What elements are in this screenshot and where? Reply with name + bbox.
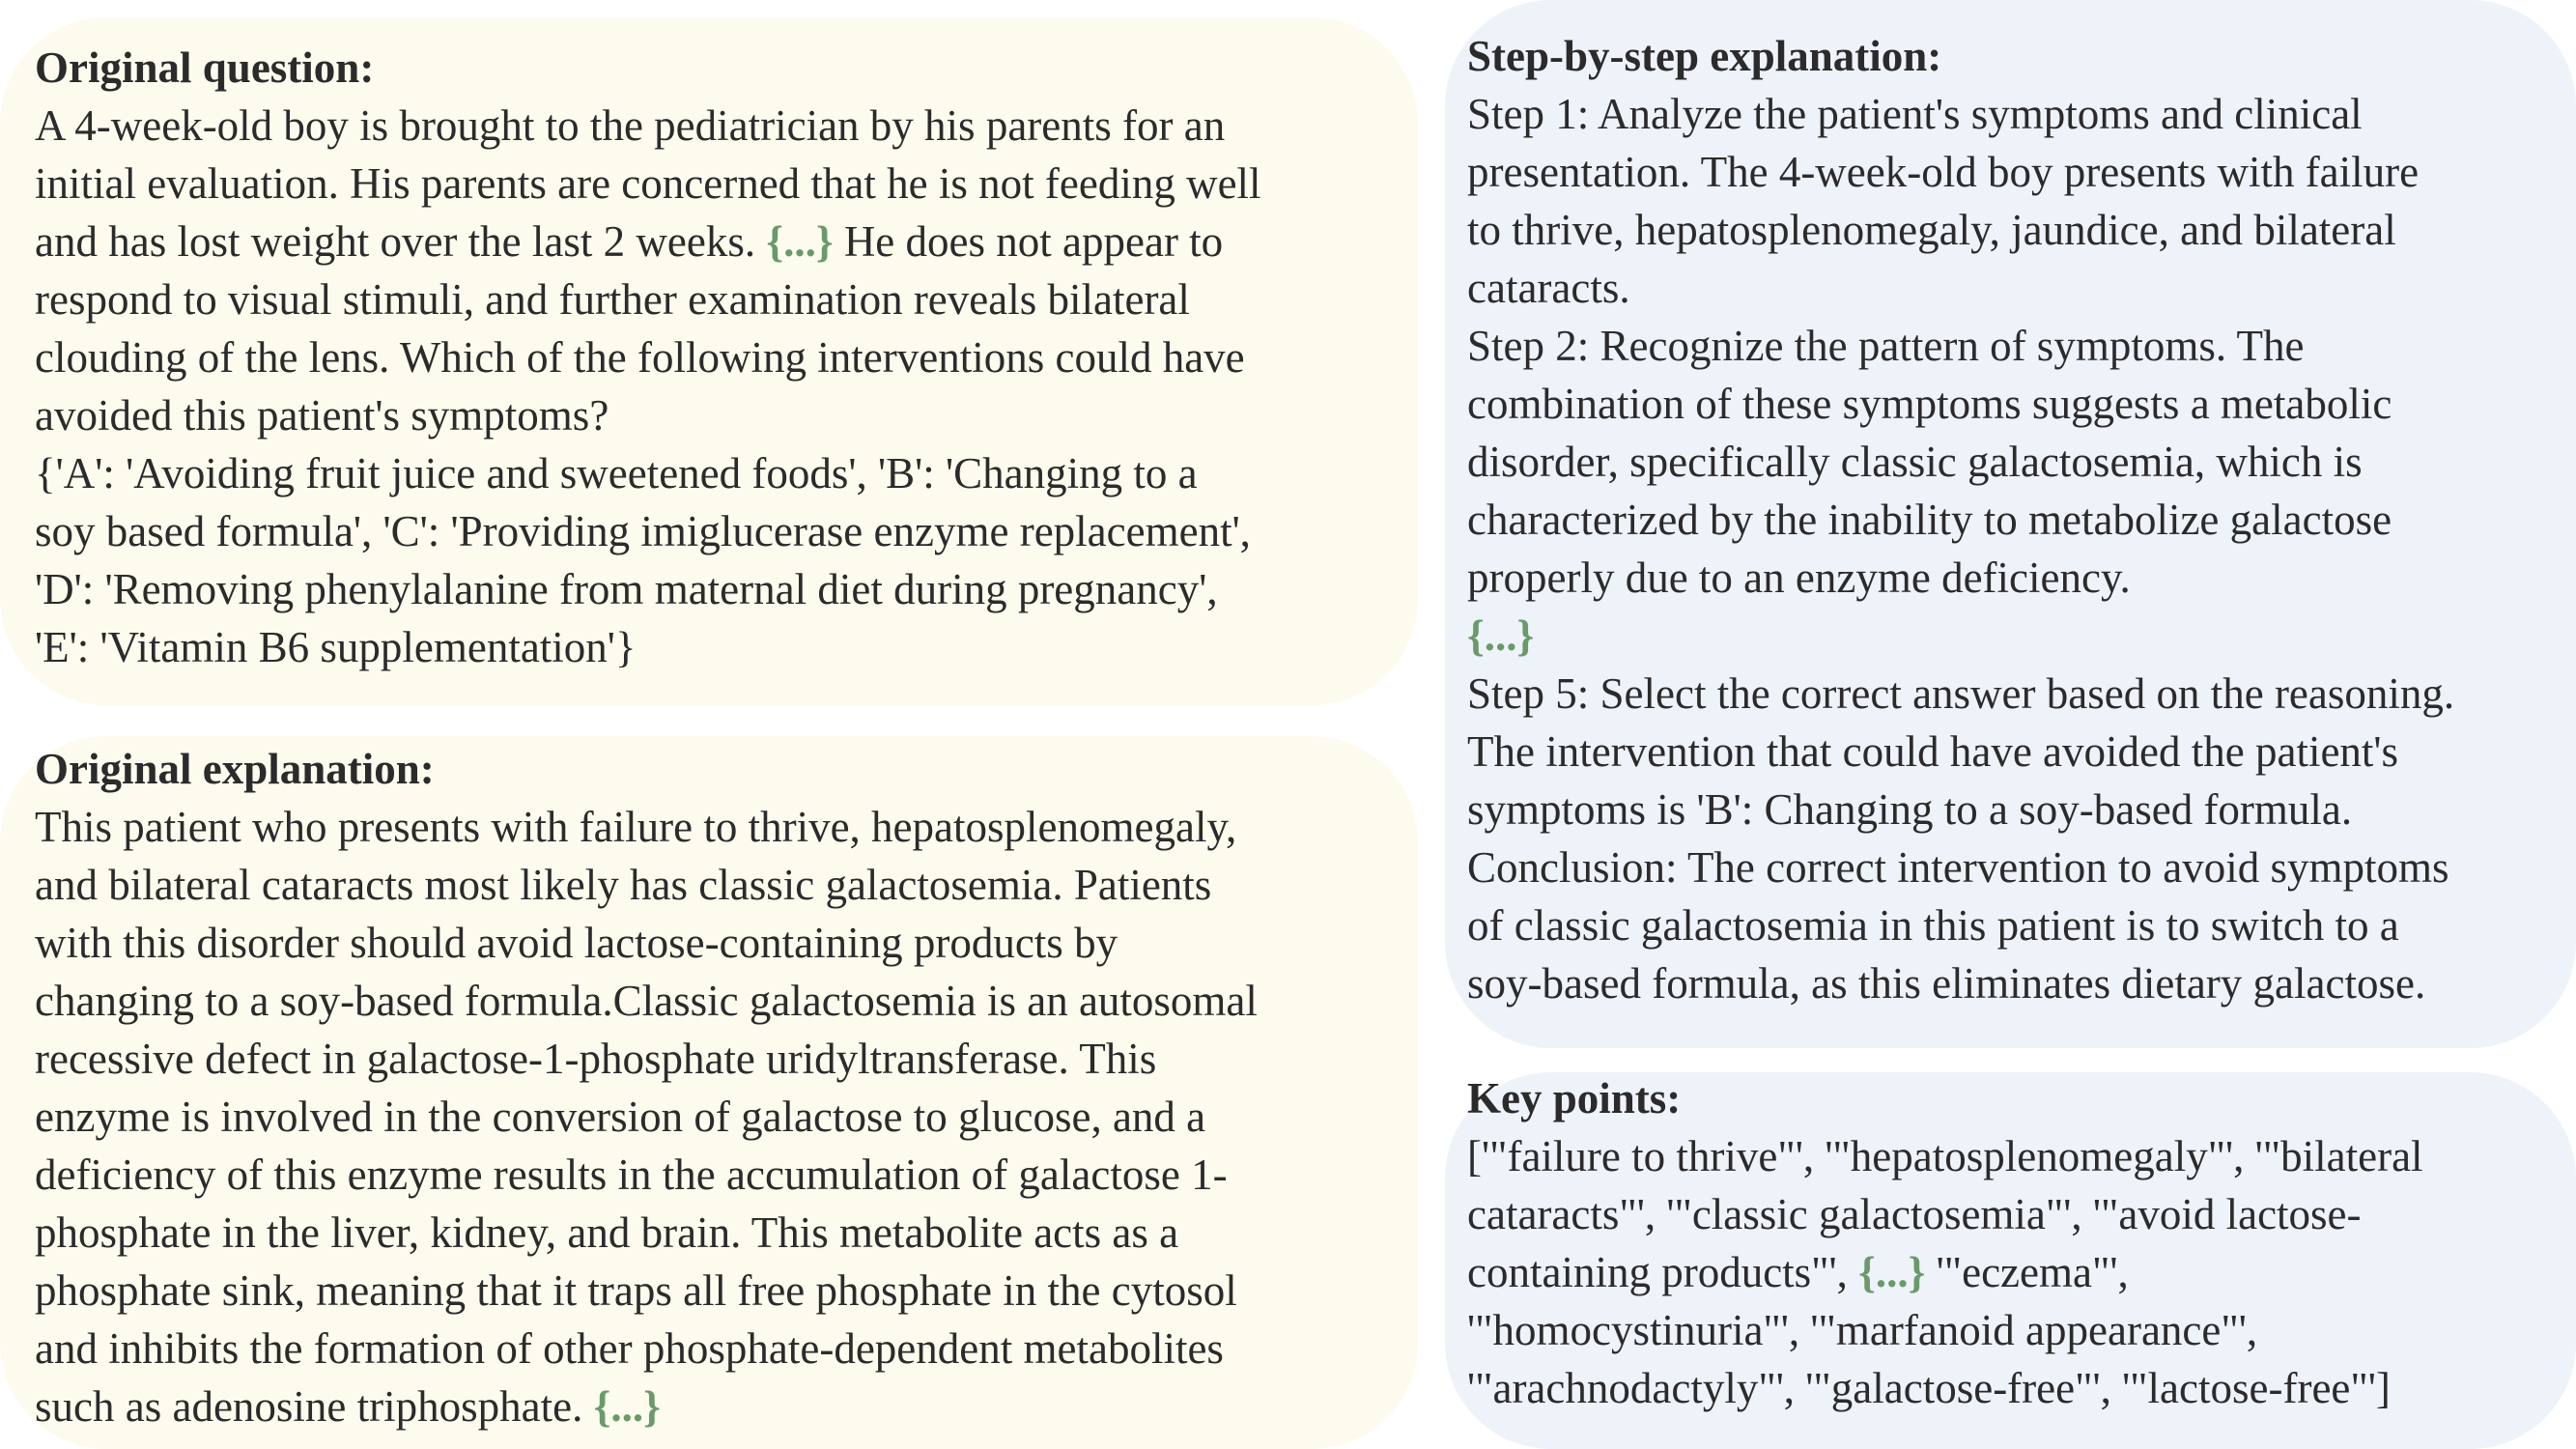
step-line: properly due to an enzyme deficiency. — [1467, 554, 2131, 602]
answer-options-line: soy based formula', 'C': 'Providing imiglucerase enzyme replacement', — [35, 507, 1251, 555]
step-line: characterized by the inability to metabolize galactose — [1467, 496, 2392, 544]
explanation-line: This patient who presents with failure to thrive, hepatosplenomegaly, — [35, 803, 1237, 851]
steps-heading: Step-by-step explanation: — [1467, 32, 1942, 80]
conclusion-line: soy-based formula, as this eliminates dietary galactose. — [1467, 959, 2426, 1008]
question-line: respond to visual stimuli, and further examination reveals bilateral — [35, 275, 1190, 324]
key-points-text-block — [1467, 1069, 2423, 1417]
key-points-heading: Key points: — [1467, 1074, 1682, 1122]
key-points-ellipsis: {...} — [1858, 1248, 1926, 1296]
question-text-block — [35, 39, 1261, 676]
question-line-part: He does not appear to — [843, 217, 1224, 266]
explanation-line: and inhibits the formation of other phosphate-dependent metabolites — [35, 1324, 1224, 1373]
key-points-line: '"arachnodactyly"', '"galactose-free"', '"lactose-free"'] — [1467, 1364, 2391, 1412]
question-line: clouding of the lens. Which of the following interventions could have — [35, 333, 1245, 382]
explanation-line: and bilateral cataracts most likely has classic galactosemia. Patients — [35, 861, 1212, 909]
question-heading: Original question: — [35, 43, 375, 92]
key-points-line-part: containing products"', — [1467, 1248, 1848, 1296]
explanation-ellipsis: {...} — [593, 1382, 661, 1431]
explanation-line: recessive defect in galactose-1-phosphate uridyltransferase. This — [35, 1035, 1157, 1083]
question-ellipsis: {...} — [766, 217, 834, 266]
explanation-line: phosphate in the liver, kidney, and brain. This metabolite acts as a — [35, 1208, 1179, 1257]
step-line: Step 2: Recognize the pattern of symptoms. The — [1467, 322, 2305, 370]
explanation-line: with this disorder should avoid lactose-containing products by — [35, 919, 1118, 967]
key-points-line: ['"failure to thrive"', '"hepatosplenomegaly"', '"bilateral — [1467, 1132, 2423, 1180]
explanation-line: phosphate sink, meaning that it traps all free phosphate in the cytosol — [35, 1266, 1237, 1315]
answer-options-line: {'A': 'Avoiding fruit juice and sweetened foods', 'B': 'Changing to a — [35, 449, 1198, 497]
conclusion-line: of classic galactosemia in this patient is to switch to a — [1467, 901, 2399, 950]
explanation-line: enzyme is involved in the conversion of galactose to glucose, and a — [35, 1093, 1206, 1141]
step-line: symptoms is 'B': Changing to a soy-based formula. — [1467, 785, 2353, 834]
explanation-line-part: such as adenosine triphosphate. — [35, 1382, 583, 1431]
step-line: Step 1: Analyze the patient's symptoms and clinical — [1467, 90, 2363, 138]
steps-ellipsis: {...} — [1467, 611, 1535, 660]
question-line: A 4-week-old boy is brought to the pediatrician by his parents for an — [35, 101, 1226, 150]
question-line-with-ellipsis — [35, 213, 1261, 270]
answer-options-line: 'D': 'Removing phenylalanine from maternal diet during pregnancy', — [35, 565, 1218, 613]
answer-options-line: 'E': 'Vitamin B6 supplementation'} — [35, 623, 637, 671]
question-line-part: and has lost weight over the last 2 weeks. — [35, 217, 756, 266]
step-line: Step 5: Select the correct answer based on the reasoning. — [1467, 669, 2455, 718]
explanation-line: deficiency of this enzyme results in the accumulation of galactose 1- — [35, 1151, 1228, 1199]
step-line: to thrive, hepatosplenomegaly, jaundice, and bilateral — [1467, 206, 2396, 254]
explanation-heading: Original explanation: — [35, 745, 435, 793]
key-points-line-with-ellipsis — [1467, 1243, 2423, 1301]
step-line: The intervention that could have avoided the patient's — [1467, 727, 2399, 776]
step-line: combination of these symptoms suggests a metabolic — [1467, 380, 2392, 428]
explanation-line-with-ellipsis — [35, 1378, 1258, 1435]
question-line: initial evaluation. His parents are concerned that he is not feeding well — [35, 159, 1261, 208]
key-points-line-part: '"eczema"', — [1936, 1248, 2129, 1296]
conclusion-line: Conclusion: The correct intervention to avoid symptoms — [1467, 843, 2449, 892]
key-points-line: cataracts"', '"classic galactosemia"', '"avoid lactose- — [1467, 1190, 2362, 1238]
step-line: cataracts. — [1467, 264, 1630, 312]
question-line: avoided this patient's symptoms? — [35, 391, 609, 440]
key-points-line: '"homocystinuria"', '"marfanoid appearance"', — [1467, 1306, 2258, 1354]
step-line: presentation. The 4-week-old boy presents with failure — [1467, 148, 2420, 196]
explanation-line: changing to a soy-based formula.Classic galactosemia is an autosomal — [35, 977, 1258, 1025]
steps-text-block — [1467, 27, 2454, 1012]
explanation-text-block — [35, 740, 1258, 1435]
step-line: disorder, specifically classic galactosemia, which is — [1467, 438, 2363, 486]
